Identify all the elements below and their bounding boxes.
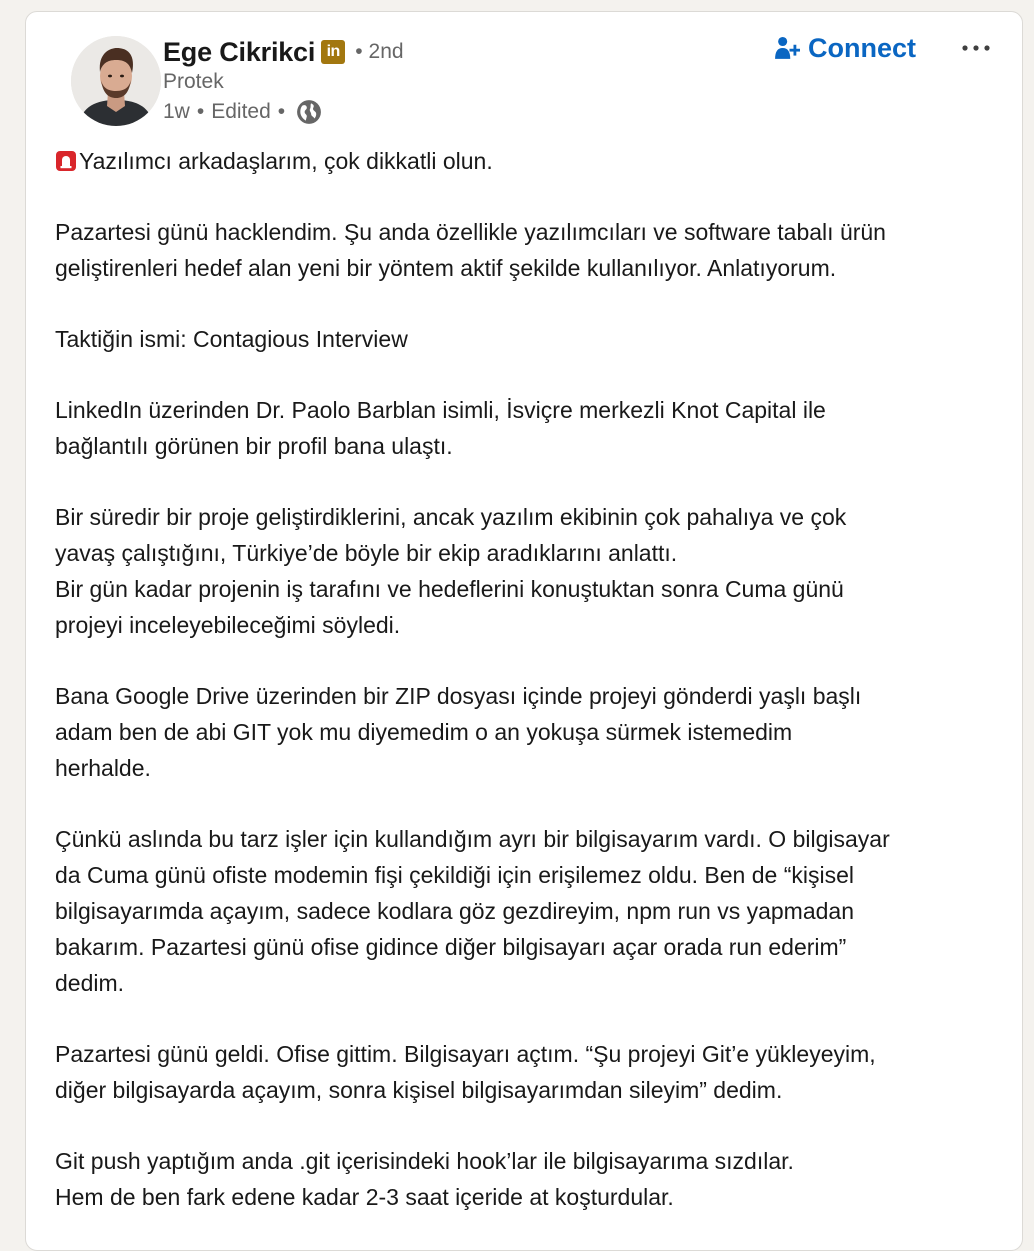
post-text-line: Pazartesi günü hacklendim. Şu anda özellikle yazılımcıları ve software tabalı ürün [55,219,886,245]
post-card [25,11,1023,1251]
post-text-line: bilgisayarımda açayım, sadece kodlara göz gezdireyim, npm run vs yapmadan [55,898,854,924]
post-meta [163,98,322,126]
post-paragraph [55,678,1005,786]
more-options-button[interactable] [953,30,999,66]
post-paragraph [55,1036,1005,1108]
linkedin-premium-badge-icon: in [321,40,345,64]
post-paragraph [55,821,1005,1001]
post-text-line: adam ben de abi GIT yok mu diyemedim o an yokuşa sürmek istemedim [55,719,793,745]
post-text-line: Bir gün kadar projenin iş tarafını ve hedeflerini konuştuktan sonra Cuma günü [55,576,844,602]
post-text-line: yavaş çalıştığını, Türkiye’de böyle bir ekip aradıklarını anlattı. [55,540,678,566]
post-text-line: bağlantılı görünen bir profil bana ulaştı. [55,433,453,459]
post-text-line: Bana Google Drive üzerinden bir ZIP dosyası içinde projeyi gönderdi yaşlı başlı [55,683,862,709]
add-person-icon [774,35,800,61]
post-body [55,143,1005,1250]
post-text-line: geliştirenleri hedef alan yeni bir yöntem aktif şekilde kullanılıyor. Anlatıyorum. [55,255,837,281]
meta-separator: • [196,100,205,123]
ellipsis-icon [961,44,991,52]
connection-degree: • 2nd [355,40,404,63]
post-text-line: da Cuma günü ofiste modemin fişi çekildiği için erişilemez oldu. Ben de “kişisel [55,862,854,888]
post-text-line: herhalde. [55,755,151,781]
author-headline: Protek [163,70,224,93]
post-text-line: Hem de ben fark edene kadar 2-3 saat içeride at koşturdular. [55,1184,674,1210]
post-text-line: projeyi inceleyebileceğimi söyledi. [55,612,401,638]
siren-icon [55,150,77,172]
post-text-line: diğer bilgisayarda açayım, sonra kişisel bilgisayarımdan sileyim” dedim. [55,1077,783,1103]
author-name[interactable]: Ege Cikrikci [163,36,316,67]
post-paragraph [55,1143,1005,1215]
post-paragraph [55,499,1005,643]
post-paragraph [55,392,1005,464]
post-text-line: Çünkü aslında bu tarz işler için kullandığım ayrı bir bilgisayarım vardı. O bilgisayar [55,826,890,852]
connect-label: Connect [808,32,916,63]
post-paragraph [55,143,1005,179]
post-paragraph [55,214,1005,286]
meta-separator: • [277,100,286,123]
avatar-photo [71,36,161,126]
post-text-line: Git push yaptığım anda .git içerisindeki hook’lar ile bilgisayarıma sızdılar. [55,1148,794,1174]
post-text-line: bakarım. Pazartesi günü ofise gidince diğer bilgisayarı açar orada run ederim” [55,934,847,960]
author-name-row [163,34,404,70]
post-text-line: dedim. [55,970,125,996]
post-text: Yazılımcı arkadaşlarım, çok dikkatli olun. [79,148,493,174]
post-text-line: LinkedIn üzerinden Dr. Paolo Barblan isimli, İsviçre merkezli Knot Capital ile [55,397,826,423]
avatar[interactable] [71,36,161,126]
edited-label: Edited [211,100,271,123]
post-text-line: Pazartesi günü geldi. Ofise gittim. Bilgisayarı açtım. “Şu projeyi Git’e yükleyeyim, [55,1041,876,1067]
post-text-line: Bir süredir bir proje geliştirdiklerini, ancak yazılım ekibinin çok pahalıya ve çok [55,504,847,530]
globe-icon [296,99,322,125]
post-time: 1w [163,100,190,123]
connect-button[interactable] [774,30,916,66]
post-paragraph [55,321,1005,357]
post-text-line: Taktiğin ismi: Contagious Interview [55,326,408,352]
post-text-line [55,143,1005,179]
connection-degree-label: 2nd [368,40,404,63]
